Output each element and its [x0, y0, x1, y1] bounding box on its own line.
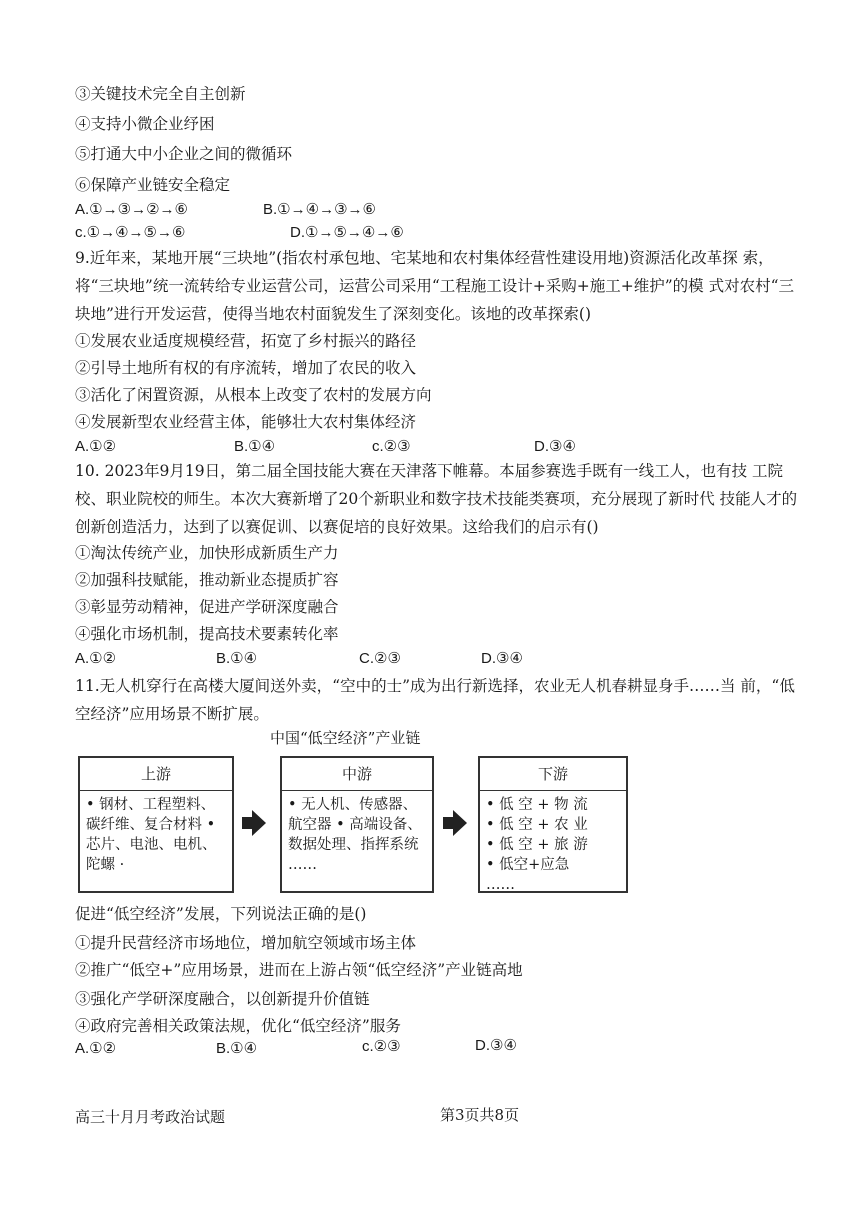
midstream-title: 中游: [282, 758, 432, 791]
q9-item-3: ③活化了闲置资源，从根本上改变了农村的发展方向: [75, 386, 432, 404]
q11-option-d: D.③④: [475, 1037, 517, 1054]
downstream-item: • 低空+应急: [486, 857, 570, 873]
q8-option-d: D.①→⑤→④→⑥: [290, 224, 404, 241]
q10-option-d: D.③④: [481, 650, 523, 667]
q10-option-a: A.①②: [75, 650, 117, 667]
q11-stem: 11.无人机穿行在高楼大厦间送外卖，“空中的士”成为出行新选择，农业无人机春耕显身手……当 前，“低空经济”应用场景不断扩展。: [75, 677, 795, 723]
downstream-item: • 低 空 + 农 业: [486, 817, 588, 833]
q9-option-b: B.①④: [234, 438, 276, 455]
q8-item-5: ⑤打通大中小企业之间的微循环: [75, 145, 293, 163]
upstream-box: [78, 756, 234, 893]
q10-item-4: ④强化市场机制，提高技术要素转化率: [75, 625, 339, 643]
q9-item-4: ④发展新型农业经营主体，能够壮大农村集体经济: [75, 413, 417, 431]
q11-item-1: ①提升民营经济市场地位，增加航空领域市场主体: [75, 934, 417, 952]
arrow-2-icon: [453, 810, 467, 836]
q9-stem: 9.近年来，某地开展“三块地”(指农村承包地、宅某地和农村集体经营性建设用地)资源活化改革探 索，将“三块地”统一流转给专业运营公司，运营公司采用“工程施工设计+采购+施工+维护”的模 式对农村“三块地”进行开发运营，使得当地农村面貌发生了深刻变化。该地的改革探索(): [75, 249, 795, 323]
midstream-box: [280, 756, 434, 893]
q9-option-a: A.①②: [75, 438, 117, 455]
q9-option-d: D.③④: [534, 438, 576, 455]
q10-item-3: ③彰显劳动精神，促进产学研深度融合: [75, 598, 339, 616]
q9-item-2: ②引导土地所有权的有序流转，增加了农民的收入: [75, 359, 417, 377]
q8-option-b: B.①→④→③→⑥: [263, 201, 376, 218]
upstream-title: 上游: [80, 758, 232, 791]
q10-option-c: C.②③: [359, 650, 401, 667]
footer-page-number: 第3页共8页: [440, 1106, 520, 1124]
downstream-item: • 低 空 + 旅 游: [486, 837, 588, 853]
footer-exam-title: 高三十月月考政治试题: [75, 1108, 226, 1126]
q8-item-4: ④支持小微企业纾困: [75, 115, 215, 133]
q11-question: 促进“低空经济”发展，下列说法正确的是(): [75, 905, 367, 923]
q9-option-c: c.②③: [372, 438, 411, 455]
q11-option-a: A.①②: [75, 1040, 117, 1057]
downstream-box: [478, 756, 628, 893]
q10-stem: 10. 2023年9月19日，第二届全国技能大赛在天津落下帷幕。本届参赛选手既有一线工人，也有技 工院校、职业院校的师生。本次大赛新增了20个新职业和数字技术技能类赛项，充分展现了新时代 技能人才的创新创造活力，达到了以赛促训、以赛促培的良好效果。这给我们的启示有(): [75, 462, 798, 536]
q11-option-c: c.②③: [362, 1038, 401, 1055]
q10-item-2: ②加强科技赋能，推动新业态提质扩容: [75, 571, 339, 589]
upstream-body: • 钢材、工程塑料、碳纤维、复合材料 • 芯片、电池、电机、陀螺 ·: [86, 797, 217, 873]
q11-option-b: B.①④: [216, 1040, 258, 1057]
q10-item-1: ①淘汰传统产业，加快形成新质生产力: [75, 544, 339, 562]
downstream-item: • 低 空 + 物 流: [486, 797, 588, 813]
q11-item-2: ②推广“低空+”应用场景，进而在上游占领“低空经济”产业链高地: [75, 961, 523, 979]
q8-option-c: c.①→④→⑤→⑥: [75, 224, 186, 241]
q8-item-3: ③关键技术完全自主创新: [75, 85, 246, 103]
midstream-body: • 无人机、传感器、航空器 • 高端设备、数据处理、指挥系统 ……: [288, 797, 422, 873]
downstream-item: ……: [486, 877, 515, 893]
q8-option-a: A.①→③→②→⑥: [75, 201, 188, 218]
q11-item-4: ④政府完善相关政策法规，优化“低空经济”服务: [75, 1017, 401, 1035]
arrow-1-icon: [252, 810, 266, 836]
q10-option-b: B.①④: [216, 650, 258, 667]
q11-item-3: ③强化产学研深度融合，以创新提升价值链: [75, 990, 370, 1008]
q8-item-6: ⑥保障产业链安全稳定: [75, 176, 231, 194]
downstream-body: [480, 791, 626, 899]
diagram-title: 中国“低空经济”产业链: [270, 729, 421, 747]
q9-item-1: ①发展农业适度规模经营，拓宽了乡村振兴的路径: [75, 332, 417, 350]
downstream-title: 下游: [480, 758, 626, 791]
